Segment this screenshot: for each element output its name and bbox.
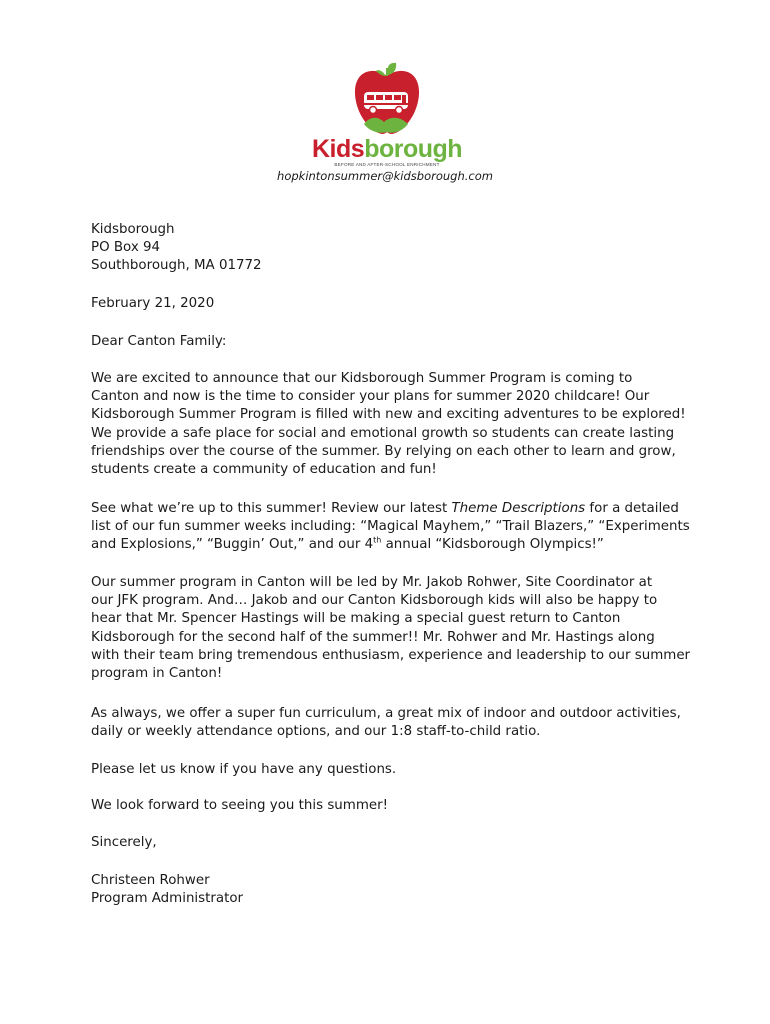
paragraph-line: our JFK program. And… Jakob and our Canton Kidsborough kids will also be happy to [91, 593, 658, 609]
kidsborough-logo [312, 62, 462, 172]
signature-block [91, 872, 691, 908]
closing [91, 834, 691, 852]
paragraph-line: Kidsborough for the second half of the summer!! Mr. Rohwer and Mr. Hastings along [91, 629, 655, 645]
closing-text: Sincerely, [91, 835, 157, 850]
signature-title: Program Administrator [91, 891, 244, 907]
paragraph-line: We look forward to seeing you this summer! [91, 798, 388, 813]
address-city: Southborough, MA 01772 [91, 258, 262, 274]
paragraph-questions [91, 761, 691, 779]
paragraph-line: friendships over the course of the summer. By relying on each other to learn and grow, [91, 443, 676, 459]
brand-borough: borough [364, 135, 463, 163]
paragraph-staff [91, 574, 691, 683]
paragraph-line: program in Canton! [91, 666, 223, 682]
salutation-text: Dear Canton Family: [91, 334, 227, 349]
paragraph-line: students create a community of education and fun! [91, 462, 437, 478]
letter-date [91, 295, 691, 313]
paragraph-line: Canton and now is the time to consider your plans for summer 2020 childcare! Our [91, 389, 650, 405]
paragraph-line: Our summer program in Canton will be led by Mr. Jakob Rohwer, Site Coordinator at [91, 575, 653, 590]
paragraph-line: Kidsborough Summer Program is filled with new and exciting adventures to be explored! [91, 407, 686, 423]
brand-kids: Kids [312, 135, 365, 163]
paragraph-offerings [91, 705, 691, 741]
text-run: for a detailed [585, 501, 679, 516]
ordinal-suffix: th [373, 535, 382, 545]
paragraph-themes [91, 500, 691, 555]
brand-tagline: BEFORE AND AFTER-SCHOOL ENRICHMENT [334, 162, 440, 167]
signature-name: Christeen Rohwer [91, 873, 210, 888]
sender-address [91, 221, 691, 276]
theme-descriptions-ref: Theme Descriptions [451, 501, 586, 516]
address-name: Kidsborough [91, 222, 175, 237]
text-run: annual “Kidsborough Olympics!” [381, 537, 604, 553]
contact-email: hopkintonsummer@kidsborough.com [277, 169, 493, 183]
paragraph-line: with their team bring tremendous enthusiasm, experience and leadership to our summer [91, 647, 691, 663]
salutation [91, 333, 691, 351]
paragraph-line: We provide a safe place for social and emotional growth so students can create lasting [91, 425, 675, 441]
apple-bus-logo-icon [352, 62, 422, 137]
text-run: and Explosions,” “Buggin’ Out,” and our 4 [91, 537, 374, 553]
paragraph-line: daily or weekly attendance options, and our 1:8 staff-to-child ratio. [91, 724, 541, 740]
brand-name [312, 135, 462, 163]
paragraph-line: As always, we offer a super fun curriculum, a great mix of indoor and outdoor activities, [91, 706, 681, 721]
paragraph-line: hear that Mr. Spencer Hastings will be making a special guest return to Canton [91, 611, 621, 627]
paragraph-line [91, 500, 691, 518]
paragraph-line: list of our fun summer weeks including: “Magical Mayhem,” “Trail Blazers,” “Experiments [91, 519, 690, 535]
address-box: PO Box 94 [91, 240, 161, 256]
paragraph-look-forward [91, 797, 691, 815]
text-run: See what we’re up to this summer! Review our latest [91, 501, 452, 516]
paragraph-line: Please let us know if you have any questions. [91, 762, 397, 777]
paragraph-line [91, 536, 691, 554]
date-text: February 21, 2020 [91, 296, 215, 311]
paragraph-intro [91, 370, 691, 479]
paragraph-line: We are excited to announce that our Kidsborough Summer Program is coming to [91, 371, 633, 386]
